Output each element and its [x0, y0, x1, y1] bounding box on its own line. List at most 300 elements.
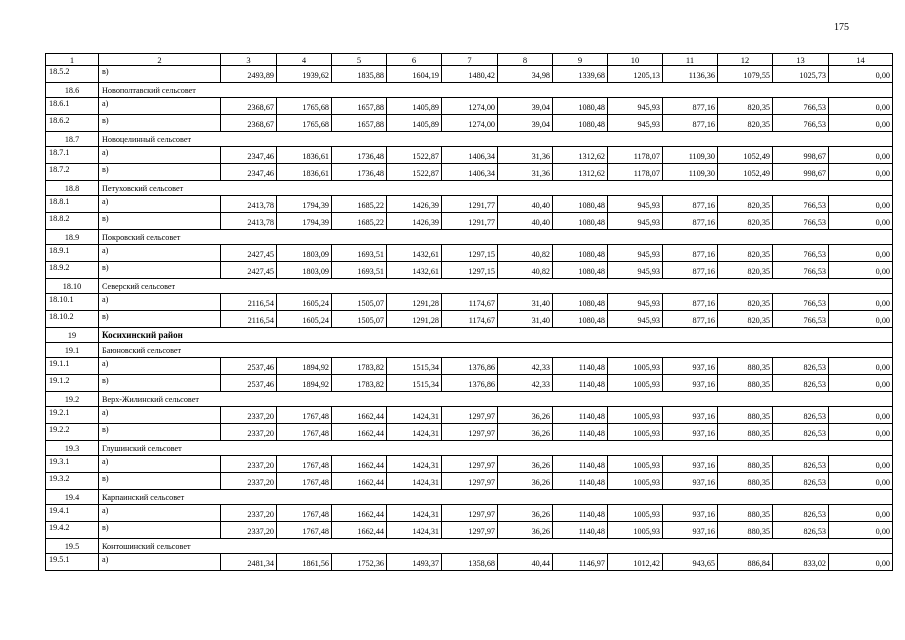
table-row — [46, 213, 893, 230]
value-cell-col-8: 31,36 — [498, 164, 553, 181]
value-cell-col-6: 1424,31 — [387, 456, 442, 473]
row-code: 18.6 — [46, 83, 99, 98]
value-cell-col-10: 1205,13 — [608, 66, 663, 83]
value-cell-col-11: 937,16 — [663, 424, 718, 441]
table-row — [46, 456, 893, 473]
value-cell-col-7: 1297,97 — [442, 407, 498, 424]
row-code: 19.4 — [46, 490, 99, 505]
value-cell-col-4: 1894,92 — [277, 358, 332, 375]
value-cell-col-10: 1005,93 — [608, 375, 663, 392]
value-cell-col-4: 1861,56 — [277, 554, 332, 571]
value-cell-col-5: 1662,44 — [332, 522, 387, 539]
value-cell-col-6: 1424,31 — [387, 473, 442, 490]
row-code: 19.2.2 — [46, 424, 99, 441]
value-cell-col-12: 1079,55 — [718, 66, 773, 83]
value-cell-col-3: 2481,34 — [221, 554, 277, 571]
row-label: в) — [99, 164, 221, 181]
row-label: а) — [99, 147, 221, 164]
column-number-4: 4 — [277, 54, 332, 66]
row-label: в) — [99, 375, 221, 392]
value-cell-col-10: 945,93 — [608, 311, 663, 328]
value-cell-col-5: 1657,88 — [332, 115, 387, 132]
row-code: 18.9 — [46, 230, 99, 245]
table-row — [46, 245, 893, 262]
value-cell-col-12: 880,35 — [718, 424, 773, 441]
value-cell-col-13: 826,53 — [773, 375, 829, 392]
value-cell-col-8: 40,82 — [498, 262, 553, 279]
value-cell-col-11: 877,16 — [663, 262, 718, 279]
value-cell-col-5: 1662,44 — [332, 473, 387, 490]
section-name: Карпаинский сельсовет — [99, 490, 893, 505]
row-code: 18.10 — [46, 279, 99, 294]
value-cell-col-4: 1767,48 — [277, 505, 332, 522]
value-cell-col-9: 1080,48 — [553, 115, 608, 132]
value-cell-col-4: 1939,62 — [277, 66, 332, 83]
value-cell-col-11: 1136,36 — [663, 66, 718, 83]
value-cell-col-10: 1178,07 — [608, 147, 663, 164]
value-cell-col-12: 880,35 — [718, 456, 773, 473]
value-cell-col-13: 766,53 — [773, 196, 829, 213]
value-cell-col-14: 0,00 — [829, 245, 893, 262]
value-cell-col-13: 766,53 — [773, 98, 829, 115]
value-cell-col-11: 1109,30 — [663, 164, 718, 181]
row-label: а) — [99, 245, 221, 262]
row-code: 18.10.2 — [46, 311, 99, 328]
value-cell-col-3: 2337,20 — [221, 407, 277, 424]
value-cell-col-14: 0,00 — [829, 294, 893, 311]
value-cell-col-5: 1736,48 — [332, 164, 387, 181]
value-cell-col-10: 1005,93 — [608, 522, 663, 539]
value-cell-col-10: 945,93 — [608, 245, 663, 262]
value-cell-col-3: 2116,54 — [221, 294, 277, 311]
value-cell-col-12: 1052,49 — [718, 164, 773, 181]
value-cell-col-8: 40,40 — [498, 213, 553, 230]
value-cell-col-9: 1140,48 — [553, 358, 608, 375]
value-cell-col-3: 2337,20 — [221, 522, 277, 539]
value-cell-col-10: 1005,93 — [608, 473, 663, 490]
value-cell-col-4: 1794,39 — [277, 213, 332, 230]
row-code: 19 — [46, 328, 99, 343]
table-row — [46, 262, 893, 279]
value-cell-col-3: 2337,20 — [221, 456, 277, 473]
row-code: 18.7.1 — [46, 147, 99, 164]
section-header-row — [46, 181, 893, 196]
value-cell-col-12: 880,35 — [718, 505, 773, 522]
value-cell-col-7: 1297,97 — [442, 505, 498, 522]
value-cell-col-10: 1005,93 — [608, 358, 663, 375]
value-cell-col-12: 820,35 — [718, 294, 773, 311]
value-cell-col-8: 40,44 — [498, 554, 553, 571]
section-header-row — [46, 539, 893, 554]
column-number-1: 1 — [46, 54, 99, 66]
value-cell-col-11: 937,16 — [663, 473, 718, 490]
value-cell-col-3: 2427,45 — [221, 262, 277, 279]
value-cell-col-9: 1080,48 — [553, 245, 608, 262]
value-cell-col-5: 1662,44 — [332, 407, 387, 424]
table-row — [46, 358, 893, 375]
value-cell-col-14: 0,00 — [829, 505, 893, 522]
value-cell-col-9: 1146,97 — [553, 554, 608, 571]
value-cell-col-14: 0,00 — [829, 164, 893, 181]
value-cell-col-3: 2337,20 — [221, 473, 277, 490]
column-number-5: 5 — [332, 54, 387, 66]
row-label: а) — [99, 407, 221, 424]
value-cell-col-3: 2413,78 — [221, 196, 277, 213]
column-number-12: 12 — [718, 54, 773, 66]
row-code: 19.5 — [46, 539, 99, 554]
table-row — [46, 98, 893, 115]
value-cell-col-12: 880,35 — [718, 358, 773, 375]
value-cell-col-12: 820,35 — [718, 262, 773, 279]
table-row — [46, 196, 893, 213]
value-cell-col-8: 36,26 — [498, 505, 553, 522]
section-header-row — [46, 279, 893, 294]
row-code: 19.2 — [46, 392, 99, 407]
column-number-11: 11 — [663, 54, 718, 66]
value-cell-col-14: 0,00 — [829, 554, 893, 571]
value-cell-col-4: 1767,48 — [277, 407, 332, 424]
value-cell-col-8: 31,36 — [498, 147, 553, 164]
value-cell-col-6: 1522,87 — [387, 147, 442, 164]
value-cell-col-7: 1297,97 — [442, 424, 498, 441]
value-cell-col-7: 1376,86 — [442, 358, 498, 375]
value-cell-col-12: 880,35 — [718, 375, 773, 392]
value-cell-col-3: 2347,46 — [221, 147, 277, 164]
value-cell-col-4: 1765,68 — [277, 98, 332, 115]
district-name: Косихинский район — [99, 328, 893, 343]
row-code: 18.5.2 — [46, 66, 99, 83]
value-cell-col-6: 1424,31 — [387, 407, 442, 424]
value-cell-col-11: 1109,30 — [663, 147, 718, 164]
value-cell-col-7: 1297,97 — [442, 456, 498, 473]
section-name: Глушинский сельсовет — [99, 441, 893, 456]
value-cell-col-5: 1662,44 — [332, 505, 387, 522]
value-cell-col-6: 1604,19 — [387, 66, 442, 83]
value-cell-col-11: 937,16 — [663, 407, 718, 424]
value-cell-col-11: 937,16 — [663, 375, 718, 392]
page-number: 175 — [834, 22, 849, 33]
value-cell-col-5: 1662,44 — [332, 424, 387, 441]
value-cell-col-13: 833,02 — [773, 554, 829, 571]
value-cell-col-14: 0,00 — [829, 473, 893, 490]
value-cell-col-7: 1274,00 — [442, 98, 498, 115]
value-cell-col-6: 1291,28 — [387, 311, 442, 328]
value-cell-col-10: 1005,93 — [608, 505, 663, 522]
value-cell-col-13: 766,53 — [773, 311, 829, 328]
value-cell-col-11: 877,16 — [663, 98, 718, 115]
table-row — [46, 115, 893, 132]
value-cell-col-13: 766,53 — [773, 213, 829, 230]
value-cell-col-6: 1426,39 — [387, 213, 442, 230]
value-cell-col-3: 2493,89 — [221, 66, 277, 83]
value-cell-col-13: 766,53 — [773, 115, 829, 132]
row-label: в) — [99, 213, 221, 230]
value-cell-col-13: 826,53 — [773, 424, 829, 441]
value-cell-col-14: 0,00 — [829, 375, 893, 392]
value-cell-col-4: 1765,68 — [277, 115, 332, 132]
section-name: Баюновский сельсовет — [99, 343, 893, 358]
table-row — [46, 294, 893, 311]
row-label: а) — [99, 505, 221, 522]
column-number-8: 8 — [498, 54, 553, 66]
value-cell-col-6: 1405,89 — [387, 115, 442, 132]
section-header-row — [46, 230, 893, 245]
value-cell-col-14: 0,00 — [829, 424, 893, 441]
row-label: а) — [99, 554, 221, 571]
table-row — [46, 147, 893, 164]
value-cell-col-7: 1480,42 — [442, 66, 498, 83]
row-code: 19.3.1 — [46, 456, 99, 473]
row-code: 18.9.2 — [46, 262, 99, 279]
value-cell-col-5: 1505,07 — [332, 294, 387, 311]
row-code: 18.8.1 — [46, 196, 99, 213]
table-row — [46, 554, 893, 571]
value-cell-col-13: 826,53 — [773, 522, 829, 539]
row-code: 18.8.2 — [46, 213, 99, 230]
value-cell-col-5: 1657,88 — [332, 98, 387, 115]
value-cell-col-3: 2413,78 — [221, 213, 277, 230]
value-cell-col-7: 1274,00 — [442, 115, 498, 132]
value-cell-col-4: 1767,48 — [277, 424, 332, 441]
value-cell-col-7: 1297,97 — [442, 522, 498, 539]
value-cell-col-8: 42,33 — [498, 358, 553, 375]
value-cell-col-6: 1432,61 — [387, 245, 442, 262]
value-cell-col-9: 1080,48 — [553, 294, 608, 311]
row-code: 19.4.1 — [46, 505, 99, 522]
value-cell-col-6: 1515,34 — [387, 375, 442, 392]
value-cell-col-12: 1052,49 — [718, 147, 773, 164]
row-code: 19.1 — [46, 343, 99, 358]
value-cell-col-8: 40,40 — [498, 196, 553, 213]
value-cell-col-11: 877,16 — [663, 213, 718, 230]
value-cell-col-5: 1685,22 — [332, 196, 387, 213]
value-cell-col-10: 1012,42 — [608, 554, 663, 571]
value-cell-col-7: 1406,34 — [442, 164, 498, 181]
value-cell-col-6: 1424,31 — [387, 505, 442, 522]
column-number-header-row — [46, 54, 893, 66]
value-cell-col-12: 820,35 — [718, 311, 773, 328]
district-header-row — [46, 328, 893, 343]
value-cell-col-12: 820,35 — [718, 98, 773, 115]
value-cell-col-5: 1736,48 — [332, 147, 387, 164]
value-cell-col-10: 945,93 — [608, 213, 663, 230]
table-row — [46, 473, 893, 490]
column-number-3: 3 — [221, 54, 277, 66]
value-cell-col-6: 1405,89 — [387, 98, 442, 115]
column-number-14: 14 — [829, 54, 893, 66]
value-cell-col-10: 945,93 — [608, 115, 663, 132]
section-name: Контошинский сельсовет — [99, 539, 893, 554]
value-cell-col-10: 1178,07 — [608, 164, 663, 181]
value-cell-col-13: 1025,73 — [773, 66, 829, 83]
value-cell-col-8: 31,40 — [498, 311, 553, 328]
table-row — [46, 66, 893, 83]
value-cell-col-5: 1693,51 — [332, 245, 387, 262]
value-cell-col-5: 1783,82 — [332, 375, 387, 392]
value-cell-col-14: 0,00 — [829, 311, 893, 328]
value-cell-col-9: 1080,48 — [553, 311, 608, 328]
value-cell-col-3: 2368,67 — [221, 98, 277, 115]
value-cell-col-9: 1080,48 — [553, 98, 608, 115]
section-header-row — [46, 490, 893, 505]
value-cell-col-7: 1297,15 — [442, 245, 498, 262]
section-header-row — [46, 392, 893, 407]
value-cell-col-4: 1803,09 — [277, 262, 332, 279]
value-cell-col-11: 943,65 — [663, 554, 718, 571]
value-cell-col-8: 42,33 — [498, 375, 553, 392]
table-row — [46, 522, 893, 539]
row-code: 18.7 — [46, 132, 99, 147]
value-cell-col-4: 1767,48 — [277, 522, 332, 539]
value-cell-col-8: 36,26 — [498, 424, 553, 441]
value-cell-col-13: 826,53 — [773, 473, 829, 490]
value-cell-col-8: 40,82 — [498, 245, 553, 262]
value-cell-col-4: 1605,24 — [277, 294, 332, 311]
section-name: Новоцелинный сельсовет — [99, 132, 893, 147]
value-cell-col-4: 1605,24 — [277, 311, 332, 328]
value-cell-col-14: 0,00 — [829, 213, 893, 230]
value-cell-col-4: 1836,61 — [277, 164, 332, 181]
value-cell-col-5: 1662,44 — [332, 456, 387, 473]
section-name: Петуховский сельсовет — [99, 181, 893, 196]
value-cell-col-11: 877,16 — [663, 115, 718, 132]
value-cell-col-3: 2537,46 — [221, 358, 277, 375]
section-name: Северский сельсовет — [99, 279, 893, 294]
section-name: Новополтавский сельсовет — [99, 83, 893, 98]
value-cell-col-7: 1406,34 — [442, 147, 498, 164]
row-label: а) — [99, 456, 221, 473]
value-cell-col-3: 2347,46 — [221, 164, 277, 181]
value-cell-col-8: 39,04 — [498, 98, 553, 115]
value-cell-col-6: 1493,37 — [387, 554, 442, 571]
value-cell-col-7: 1174,67 — [442, 311, 498, 328]
section-header-row — [46, 132, 893, 147]
value-cell-col-7: 1174,67 — [442, 294, 498, 311]
value-cell-col-14: 0,00 — [829, 358, 893, 375]
value-cell-col-9: 1312,62 — [553, 164, 608, 181]
value-cell-col-4: 1894,92 — [277, 375, 332, 392]
row-code: 19.1.2 — [46, 375, 99, 392]
value-cell-col-8: 31,40 — [498, 294, 553, 311]
value-cell-col-4: 1803,09 — [277, 245, 332, 262]
value-cell-col-6: 1424,31 — [387, 424, 442, 441]
value-cell-col-10: 945,93 — [608, 262, 663, 279]
value-cell-col-12: 880,35 — [718, 473, 773, 490]
row-code: 19.2.1 — [46, 407, 99, 424]
value-cell-col-4: 1794,39 — [277, 196, 332, 213]
value-cell-col-12: 820,35 — [718, 196, 773, 213]
table-row — [46, 505, 893, 522]
row-label: в) — [99, 424, 221, 441]
value-cell-col-10: 945,93 — [608, 196, 663, 213]
column-number-2: 2 — [99, 54, 221, 66]
value-cell-col-14: 0,00 — [829, 98, 893, 115]
value-cell-col-11: 877,16 — [663, 294, 718, 311]
column-number-13: 13 — [773, 54, 829, 66]
value-cell-col-10: 1005,93 — [608, 424, 663, 441]
value-cell-col-9: 1080,48 — [553, 213, 608, 230]
value-cell-col-6: 1426,39 — [387, 196, 442, 213]
value-cell-col-9: 1140,48 — [553, 456, 608, 473]
value-cell-col-13: 998,67 — [773, 164, 829, 181]
column-number-6: 6 — [387, 54, 442, 66]
value-cell-col-9: 1140,48 — [553, 424, 608, 441]
value-cell-col-8: 36,26 — [498, 456, 553, 473]
value-cell-col-13: 766,53 — [773, 294, 829, 311]
value-cell-col-3: 2337,20 — [221, 424, 277, 441]
table-row — [46, 164, 893, 181]
row-label: а) — [99, 196, 221, 213]
value-cell-col-13: 826,53 — [773, 456, 829, 473]
value-cell-col-7: 1291,77 — [442, 196, 498, 213]
value-cell-col-5: 1835,88 — [332, 66, 387, 83]
value-cell-col-10: 945,93 — [608, 294, 663, 311]
section-header-row — [46, 343, 893, 358]
value-cell-col-6: 1432,61 — [387, 262, 442, 279]
row-code: 19.3.2 — [46, 473, 99, 490]
value-cell-col-13: 826,53 — [773, 407, 829, 424]
value-cell-col-5: 1505,07 — [332, 311, 387, 328]
value-cell-col-14: 0,00 — [829, 66, 893, 83]
row-label: а) — [99, 358, 221, 375]
value-cell-col-6: 1291,28 — [387, 294, 442, 311]
row-code: 19.5.1 — [46, 554, 99, 571]
value-cell-col-9: 1312,62 — [553, 147, 608, 164]
value-cell-col-11: 937,16 — [663, 522, 718, 539]
section-header-row — [46, 441, 893, 456]
row-code: 18.9.1 — [46, 245, 99, 262]
row-code: 19.1.1 — [46, 358, 99, 375]
value-cell-col-3: 2427,45 — [221, 245, 277, 262]
value-cell-col-13: 826,53 — [773, 358, 829, 375]
row-code: 18.7.2 — [46, 164, 99, 181]
value-cell-col-14: 0,00 — [829, 262, 893, 279]
value-cell-col-12: 886,84 — [718, 554, 773, 571]
column-number-10: 10 — [608, 54, 663, 66]
value-cell-col-3: 2537,46 — [221, 375, 277, 392]
value-cell-col-7: 1297,97 — [442, 473, 498, 490]
value-cell-col-7: 1291,77 — [442, 213, 498, 230]
value-cell-col-5: 1752,36 — [332, 554, 387, 571]
value-cell-col-12: 880,35 — [718, 407, 773, 424]
section-name: Верх-Жилинский сельсовет — [99, 392, 893, 407]
value-cell-col-11: 937,16 — [663, 505, 718, 522]
value-cell-col-12: 820,35 — [718, 213, 773, 230]
value-cell-col-11: 877,16 — [663, 311, 718, 328]
value-cell-col-13: 998,67 — [773, 147, 829, 164]
value-cell-col-8: 36,26 — [498, 522, 553, 539]
value-cell-col-9: 1080,48 — [553, 262, 608, 279]
row-label: в) — [99, 473, 221, 490]
value-cell-col-5: 1693,51 — [332, 262, 387, 279]
value-cell-col-10: 1005,93 — [608, 407, 663, 424]
value-cell-col-5: 1783,82 — [332, 358, 387, 375]
table-row — [46, 407, 893, 424]
table-row — [46, 311, 893, 328]
value-cell-col-12: 880,35 — [718, 522, 773, 539]
table-row — [46, 375, 893, 392]
row-code: 18.10.1 — [46, 294, 99, 311]
row-label: в) — [99, 66, 221, 83]
row-code: 18.6.1 — [46, 98, 99, 115]
value-cell-col-14: 0,00 — [829, 456, 893, 473]
value-cell-col-10: 945,93 — [608, 98, 663, 115]
value-cell-col-3: 2368,67 — [221, 115, 277, 132]
row-label: в) — [99, 311, 221, 328]
value-cell-col-6: 1515,34 — [387, 358, 442, 375]
value-cell-col-4: 1767,48 — [277, 456, 332, 473]
value-cell-col-13: 766,53 — [773, 245, 829, 262]
